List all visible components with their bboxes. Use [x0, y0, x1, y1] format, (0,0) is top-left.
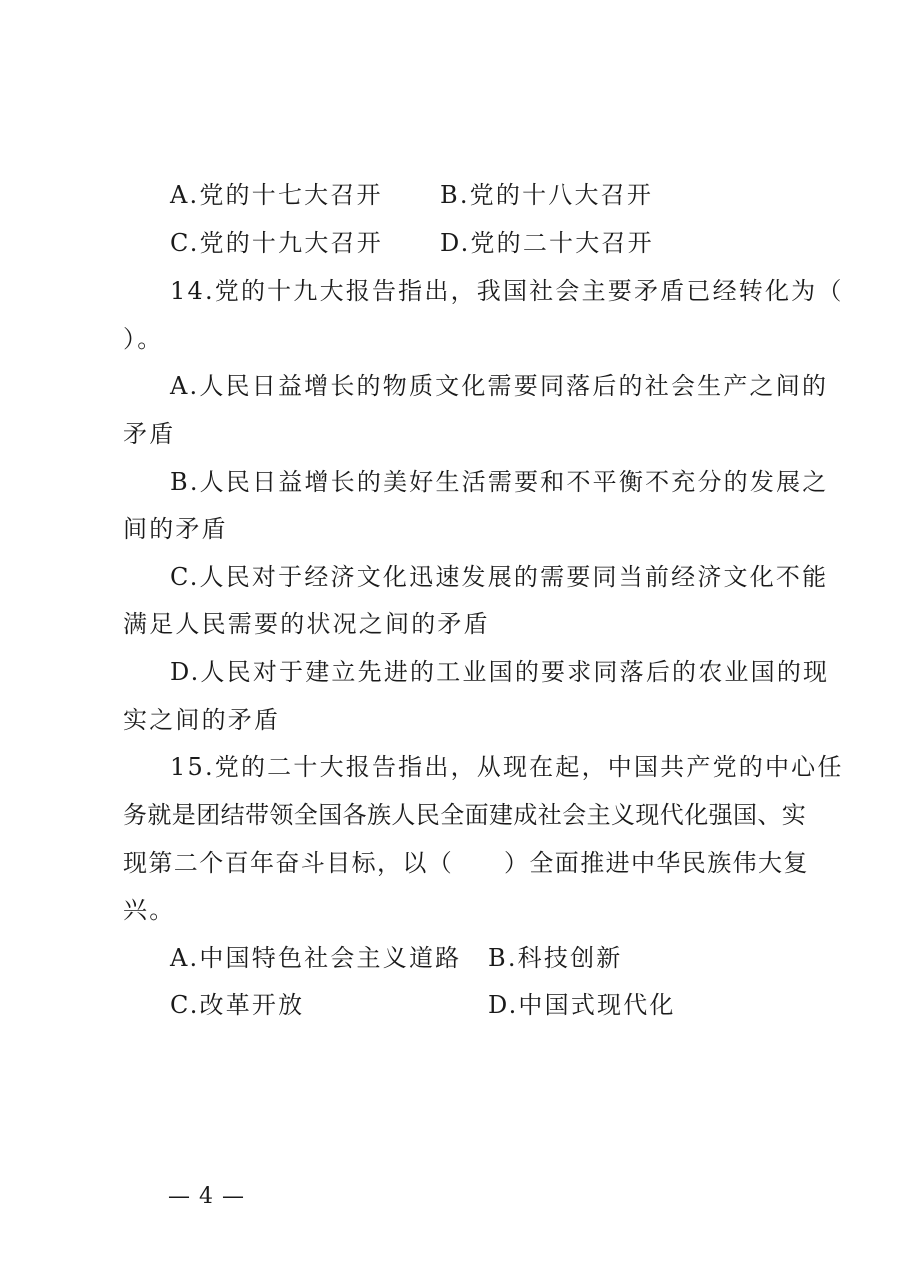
- q14-option-c-line2: 满足人民需要的状况之间的矛盾: [123, 610, 490, 638]
- q15-stem-line1: 15.党的二十大报告指出，从现在起，中国共产党的中心任: [170, 753, 844, 781]
- q14-option-a-line1: A.人民日益增长的物质文化需要同落后的社会生产之间的: [170, 372, 829, 400]
- q14-option-d-line2: 实之间的矛盾: [123, 706, 281, 734]
- q15-option-c: C.改革开放: [170, 991, 305, 1019]
- q15-option-a: A.中国特色社会主义道路: [170, 944, 462, 972]
- q13-option-b: B.党的十八大召开: [440, 181, 654, 209]
- q15-stem-line4: 兴。: [123, 896, 176, 924]
- q15-stem-line2: 务就是团结带领全国各族人民全面建成社会主义现代化强国、实: [123, 801, 807, 829]
- q15-stem-line3: 现第二个百年奋斗目标，以（ ）全面推进中华民族伟大复: [123, 849, 809, 877]
- q15-option-b: B.科技创新: [488, 944, 623, 972]
- q14-option-a-line2: 矛盾: [123, 420, 176, 448]
- q14-option-b-line1: B.人民日益增长的美好生活需要和不平衡不充分的发展之: [170, 468, 829, 496]
- page-number: — 4 —: [168, 1184, 245, 1209]
- q14-stem-line1: 14.党的十九大报告指出，我国社会主要矛盾已经转化为（: [170, 277, 844, 305]
- q13-option-a: A.党的十七大召开: [170, 181, 383, 209]
- q14-option-b-line2: 间的矛盾: [123, 515, 228, 543]
- q14-option-c-line1: C.人民对于经济文化迅速发展的需要同当前经济文化不能: [170, 563, 829, 591]
- q13-option-c: C.党的十九大召开: [170, 229, 383, 257]
- q13-option-d: D.党的二十大召开: [440, 229, 654, 257]
- q14-stem-line2: ）。: [123, 325, 164, 353]
- q15-option-d: D.中国式现代化: [488, 991, 676, 1019]
- q14-option-d-line1: D.人民对于建立先进的工业国的要求同落后的农业国的现: [170, 658, 830, 686]
